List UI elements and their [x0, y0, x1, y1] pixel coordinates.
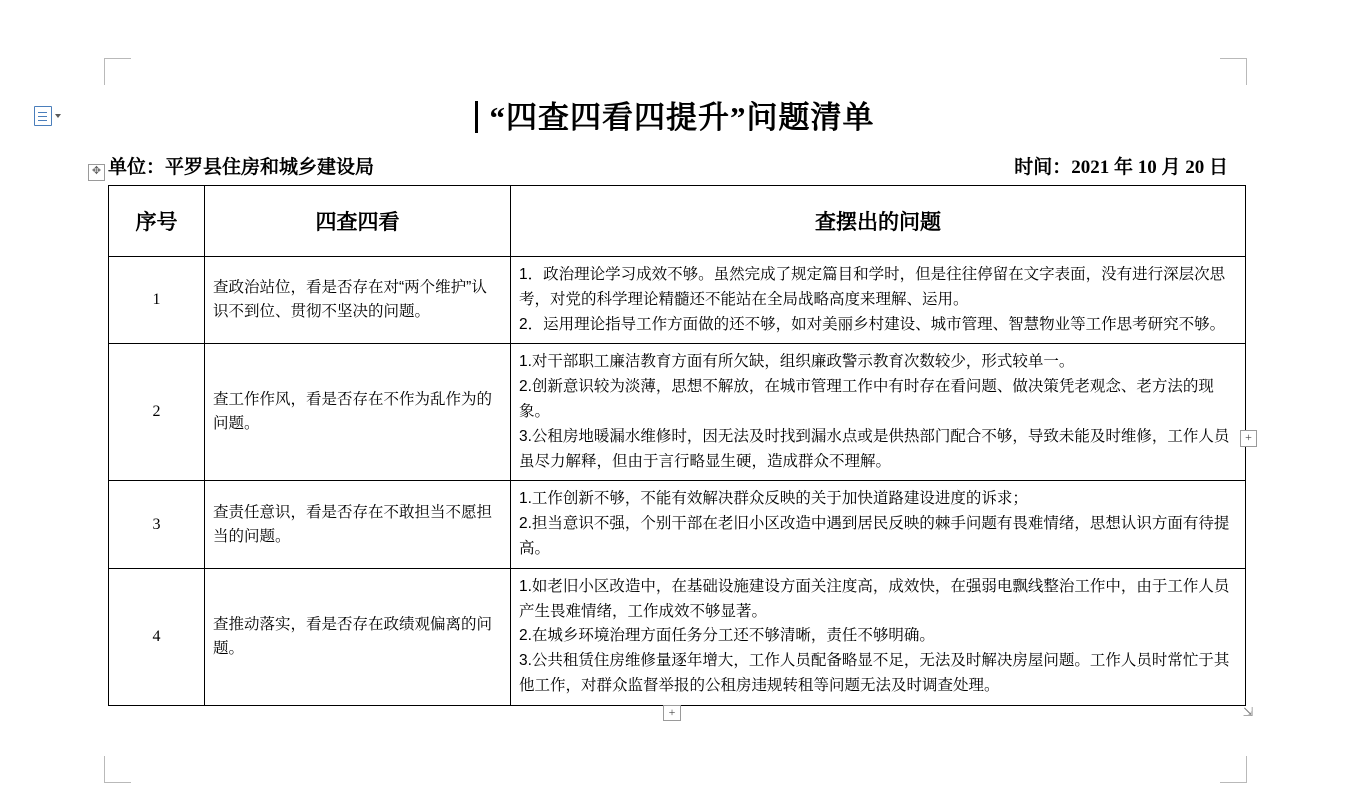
page-crop-mark-top-left [104, 58, 131, 85]
unit-label: 单位：平罗县住房和城乡建设局 [108, 157, 375, 178]
title-cursor-bar [475, 101, 478, 133]
table-header-row [109, 186, 1246, 257]
row-number: 4 [109, 568, 205, 705]
row-item: 查政治站位，看是否存在对“两个维护”认识不到位、贯彻不坚决的问题。 [205, 257, 511, 344]
row-number: 1 [109, 257, 205, 344]
row-problems [511, 481, 1246, 568]
row-number: 3 [109, 481, 205, 568]
row-problems [511, 257, 1246, 344]
table-header-problem: 查摆出的问题 [511, 186, 1246, 257]
table-row [109, 481, 1246, 568]
problem-line: 1.对干部职工廉洁教育方面有所欠缺，组织廉政警示教育次数较少，形式较单一。 [519, 353, 1075, 371]
problem-line: 1.如老旧小区改造中，在基础设施建设方面关注度高，成效快，在强弱电飘线整治工作中，由于工作人员产生畏难情绪，工作成效不够显著。 [519, 577, 1230, 620]
table-row [109, 257, 1246, 344]
problem-line: 2.担当意识不强，个别干部在老旧小区改造中遇到居民反映的棘手问题有畏难情绪，思想认识方面有待提高。 [519, 515, 1230, 557]
page-title-text: “四查四看四提升”问题清单 [489, 100, 875, 135]
page-crop-mark-bottom-right [1220, 756, 1247, 783]
problem-line: 3.公共租赁住房维修量逐年增大，工作人员配备略显不足，无法及时解决房屋问题。工作人员时常忙于其他工作，对群众监督举报的公租房违规转租等问题无法及时调查处理。 [519, 652, 1230, 694]
problem-line: 1．政治理论学习成效不够。虽然完成了规定篇目和学时，但是往往停留在文字表面，没有进行深层次思考，对党的科学理论精髓还不能站在全局战略高度来理解、运用。 [519, 266, 1226, 308]
problem-line: 2.创新意识较为淡薄，思想不解放，在城市管理工作中有时存在看问题、做决策凭老观念、老方法的现象。 [519, 378, 1214, 420]
row-number: 2 [109, 344, 205, 481]
table-row [109, 344, 1246, 481]
page-title [0, 92, 1349, 137]
date-label: 时间：2021 年 10 月 20 日 [1014, 157, 1228, 178]
row-item: 查责任意识，看是否存在不敢担当不愿担当的问题。 [205, 481, 511, 568]
table-row [109, 568, 1246, 705]
row-problems [511, 568, 1246, 705]
problem-line: 2.在城乡环境治理方面任务分工还不够清晰，责任不够明确。 [519, 627, 935, 645]
problem-line: 1.工作创新不够，不能有效解决群众反映的关于加快道路建设进度的诉求； [519, 490, 1028, 508]
table-move-handle[interactable]: ✥ [88, 164, 105, 181]
row-item: 查推动落实，看是否存在政绩观偏离的问题。 [205, 568, 511, 705]
problem-line: 3.公租房地暖漏水维修时，因无法及时找到漏水点或是供热部门配合不够，导致未能及时维修，工作人员虽尽力解释，但由于言行略显生硬，造成群众不理解。 [519, 427, 1230, 470]
problem-line: 2．运用理论指导工作方面做的还不够，如对美丽乡村建设、城市管理、智慧物业等工作思考研究不够。 [519, 315, 1226, 333]
page-crop-mark-top-right [1220, 58, 1247, 85]
insert-column-button[interactable]: + [1240, 430, 1257, 447]
table-resize-handle[interactable]: ⇲ [1242, 704, 1254, 719]
insert-row-button[interactable]: + [663, 705, 681, 721]
problem-list-table [108, 185, 1246, 706]
row-problems [511, 344, 1246, 481]
document-meta-row [108, 152, 1246, 179]
page-crop-mark-bottom-left [104, 756, 131, 783]
row-item: 查工作作风，看是否存在不作为乱作为的问题。 [205, 344, 511, 481]
table-header-no: 序号 [109, 186, 205, 257]
table-header-item: 四查四看 [205, 186, 511, 257]
